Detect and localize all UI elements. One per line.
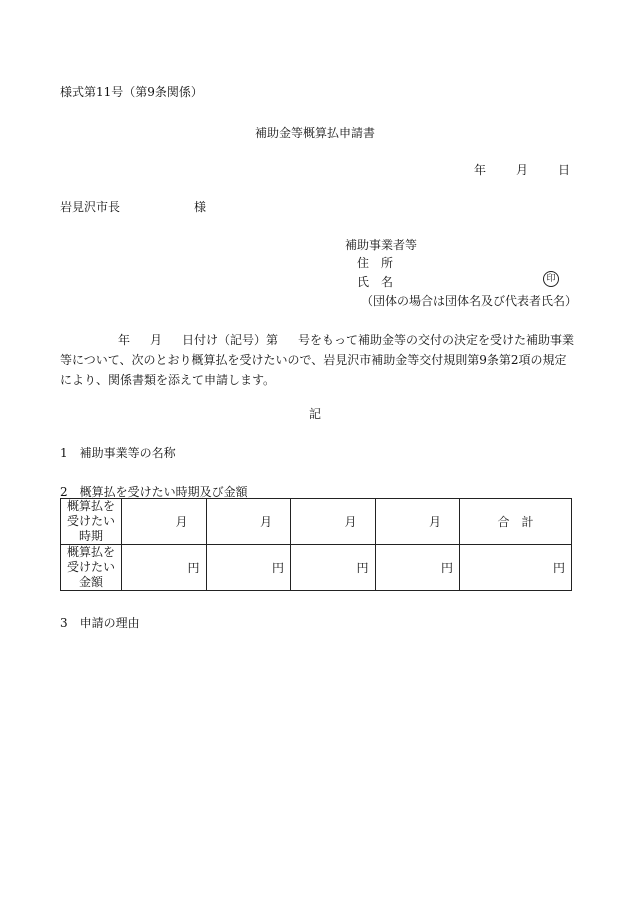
schedule-table	[60, 498, 572, 591]
total-header-cell: 合 計	[460, 499, 572, 545]
amount-row-header	[61, 545, 122, 591]
header-line: 概算払を	[66, 545, 115, 559]
group-note: （団体の場合は団体名及び代表者氏名）	[361, 294, 578, 308]
addressee-honorific: 様	[194, 200, 207, 214]
form-number: 様式第11号（第9条関係）	[60, 85, 203, 99]
header-line: 概算払を	[66, 499, 115, 513]
amount-cell[interactable]: 円	[206, 545, 291, 591]
date-year: 年	[473, 163, 486, 177]
month-cell[interactable]: 月	[291, 499, 376, 545]
addressee-name: 岩見沢市長	[60, 200, 121, 214]
body-go: 号をもって補助金等の交付の決定を受けた補助事業等について、次のとおり概算払を受けたいので、岩見沢市補助金等交付規則第9条第2項の規定により、関係書類を添えて申請します。	[60, 333, 575, 387]
header-line: 金額	[78, 575, 103, 589]
addressee	[60, 198, 206, 215]
address-label: 住 所	[357, 256, 394, 270]
total-amount-cell[interactable]: 円	[460, 545, 572, 591]
date-month: 月	[515, 163, 528, 177]
item-3-heading: 3 申請の理由	[60, 616, 140, 630]
ki-heading: 記	[308, 407, 321, 421]
timing-row-header	[61, 499, 122, 545]
seal-mark: 印	[543, 271, 559, 287]
applicant-heading: 補助事業者等	[345, 238, 418, 252]
amount-cell[interactable]: 円	[375, 545, 460, 591]
amount-cell[interactable]: 円	[122, 545, 207, 591]
month-cell[interactable]: 月	[375, 499, 460, 545]
name-label: 氏 名	[357, 275, 394, 289]
item-1-heading: 1 補助事業等の名称	[60, 446, 176, 460]
body-month: 月	[150, 333, 163, 347]
date-line	[468, 161, 570, 178]
date-day: 日	[557, 163, 570, 177]
body-paragraph	[60, 330, 575, 390]
amount-cell[interactable]: 円	[291, 545, 376, 591]
month-cell[interactable]: 月	[206, 499, 291, 545]
month-cell[interactable]: 月	[122, 499, 207, 545]
header-line: 受けたい	[66, 514, 115, 528]
body-ref: 日付け（記号）第	[182, 333, 279, 347]
item-2-heading: 2 概算払を受けたい時期及び金額	[60, 485, 248, 499]
header-line: 時期	[78, 529, 103, 543]
document-title: 補助金等概算払申請書	[254, 126, 375, 140]
table-row	[61, 499, 572, 545]
table-row	[61, 545, 572, 591]
header-line: 受けたい	[66, 560, 115, 574]
body-year: 年	[118, 333, 131, 347]
